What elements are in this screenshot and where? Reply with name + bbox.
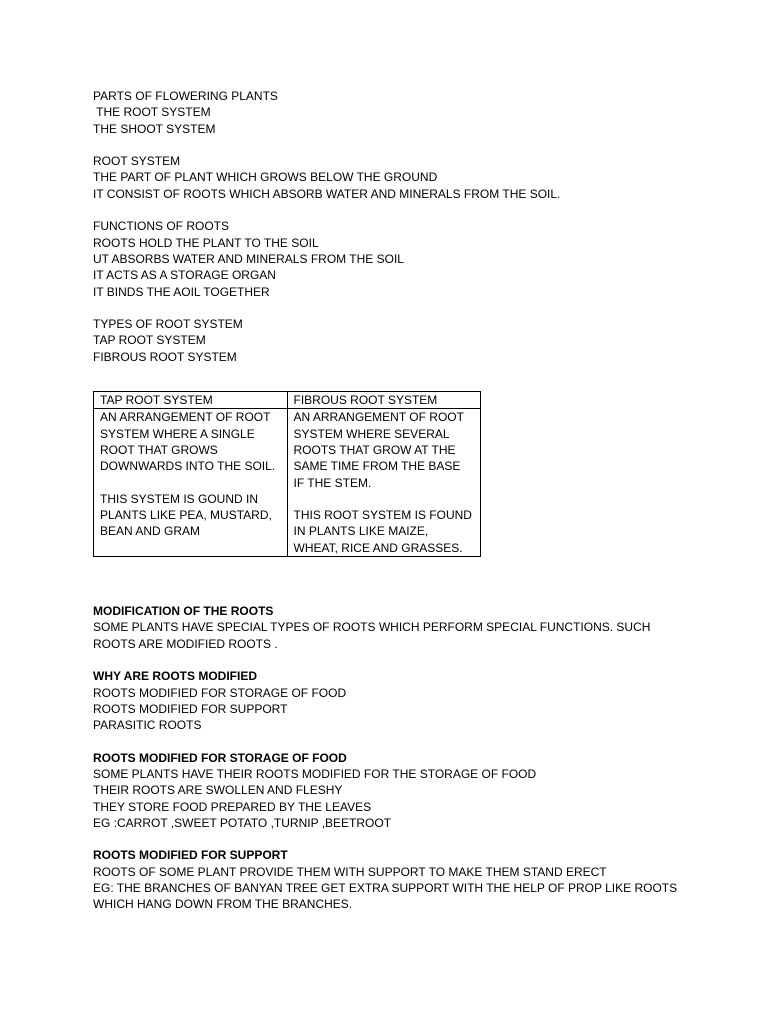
- functions-section: [93, 218, 693, 299]
- why-modified-item: PARASITIC ROOTS: [93, 718, 202, 733]
- functions-item: IT ACTS AS A STORAGE ORGAN: [93, 268, 276, 283]
- fibrous-root-examples: THIS ROOT SYSTEM IS FOUND IN PLANTS LIKE MAIZE, WHEAT, RICE AND GRASSES.: [293, 508, 472, 555]
- functions-heading: FUNCTIONS OF ROOTS: [93, 219, 229, 234]
- types-item: FIBROUS ROOT SYSTEM: [93, 349, 237, 364]
- intro-section: [93, 88, 693, 137]
- table-header-tap-root: TAP ROOT SYSTEM: [94, 392, 288, 409]
- storage-heading: ROOTS MODIFIED FOR STORAGE OF FOOD: [93, 750, 347, 765]
- table-header-fibrous-root: FIBROUS ROOT SYSTEM: [287, 392, 481, 409]
- document-page: [93, 88, 693, 913]
- modification-section: [93, 603, 693, 652]
- support-section: [93, 847, 693, 912]
- document-title: PARTS OF FLOWERING PLANTS: [93, 89, 278, 103]
- why-modified-section: [93, 668, 693, 733]
- root-system-comparison-table: [93, 391, 481, 557]
- functions-item: ROOTS HOLD THE PLANT TO THE SOIL: [93, 235, 319, 250]
- storage-item: SOME PLANTS HAVE THEIR ROOTS MODIFIED FOR THE STORAGE OF FOOD: [93, 766, 537, 781]
- root-system-line-1: THE PART OF PLANT WHICH GROWS BELOW THE GROUND: [93, 170, 438, 185]
- fibrous-root-description: AN ARRANGEMENT OF ROOT SYSTEM WHERE SEVERAL ROOTS THAT GROW AT THE SAME TIME FROM THE BASE IF THE STEM.: [293, 410, 464, 490]
- storage-item: THEIR ROOTS ARE SWOLLEN AND FLESHY: [93, 783, 343, 798]
- types-item: TAP ROOT SYSTEM: [93, 333, 206, 348]
- table-row: [94, 409, 481, 557]
- intro-item-root-system: THE ROOT SYSTEM: [93, 105, 211, 120]
- tap-root-description: AN ARRANGEMENT OF ROOT SYSTEM WHERE A SINGLE ROOT THAT GROWS DOWNWARDS INTO THE SOIL.: [100, 410, 276, 474]
- why-modified-item: ROOTS MODIFIED FOR SUPPORT: [93, 701, 288, 716]
- functions-item: IT BINDS THE AOIL TOGETHER: [93, 284, 270, 299]
- why-modified-heading: WHY ARE ROOTS MODIFIED: [93, 669, 258, 684]
- support-line-2: EG: THE BRANCHES OF BANYAN TREE GET EXTRA SUPPORT WITH THE HELP OF PROP LIKE ROOTS WHICH HANG DOWN FROM THE BRANCHES.: [93, 881, 678, 912]
- tap-root-examples: THIS SYSTEM IS GOUND IN PLANTS LIKE PEA, MUSTARD, BEAN AND GRAM: [100, 491, 272, 539]
- table-header-row: [94, 392, 481, 409]
- modification-text: SOME PLANTS HAVE SPECIAL TYPES OF ROOTS WHICH PERFORM SPECIAL FUNCTIONS. SUCH ROOTS ARE MODIFIED ROOTS .: [93, 620, 651, 651]
- storage-item: THEY STORE FOOD PREPARED BY THE LEAVES: [93, 799, 372, 814]
- types-heading: TYPES OF ROOT SYSTEM: [93, 317, 243, 332]
- storage-item: EG :CARROT ,SWEET POTATO ,TURNIP ,BEETROOT: [93, 815, 392, 830]
- functions-item: UT ABSORBS WATER AND MINERALS FROM THE SOIL: [93, 251, 404, 266]
- support-line-1: ROOTS OF SOME PLANT PROVIDE THEM WITH SUPPORT TO MAKE THEM STAND ERECT: [93, 864, 607, 879]
- support-heading: ROOTS MODIFIED FOR SUPPORT: [93, 848, 288, 863]
- intro-item-shoot-system: THE SHOOT SYSTEM: [93, 121, 216, 136]
- types-section: [93, 316, 693, 365]
- root-system-line-2: IT CONSIST OF ROOTS WHICH ABSORB WATER AND MINERALS FROM THE SOIL.: [93, 186, 561, 201]
- table-cell-fibrous-root: [287, 409, 481, 557]
- root-system-heading: ROOT SYSTEM: [93, 154, 181, 169]
- why-modified-item: ROOTS MODIFIED FOR STORAGE OF FOOD: [93, 685, 347, 700]
- modification-heading: MODIFICATION OF THE ROOTS: [93, 604, 274, 619]
- table-cell-tap-root: [94, 409, 288, 557]
- root-system-section: [93, 153, 693, 202]
- storage-section: [93, 750, 693, 831]
